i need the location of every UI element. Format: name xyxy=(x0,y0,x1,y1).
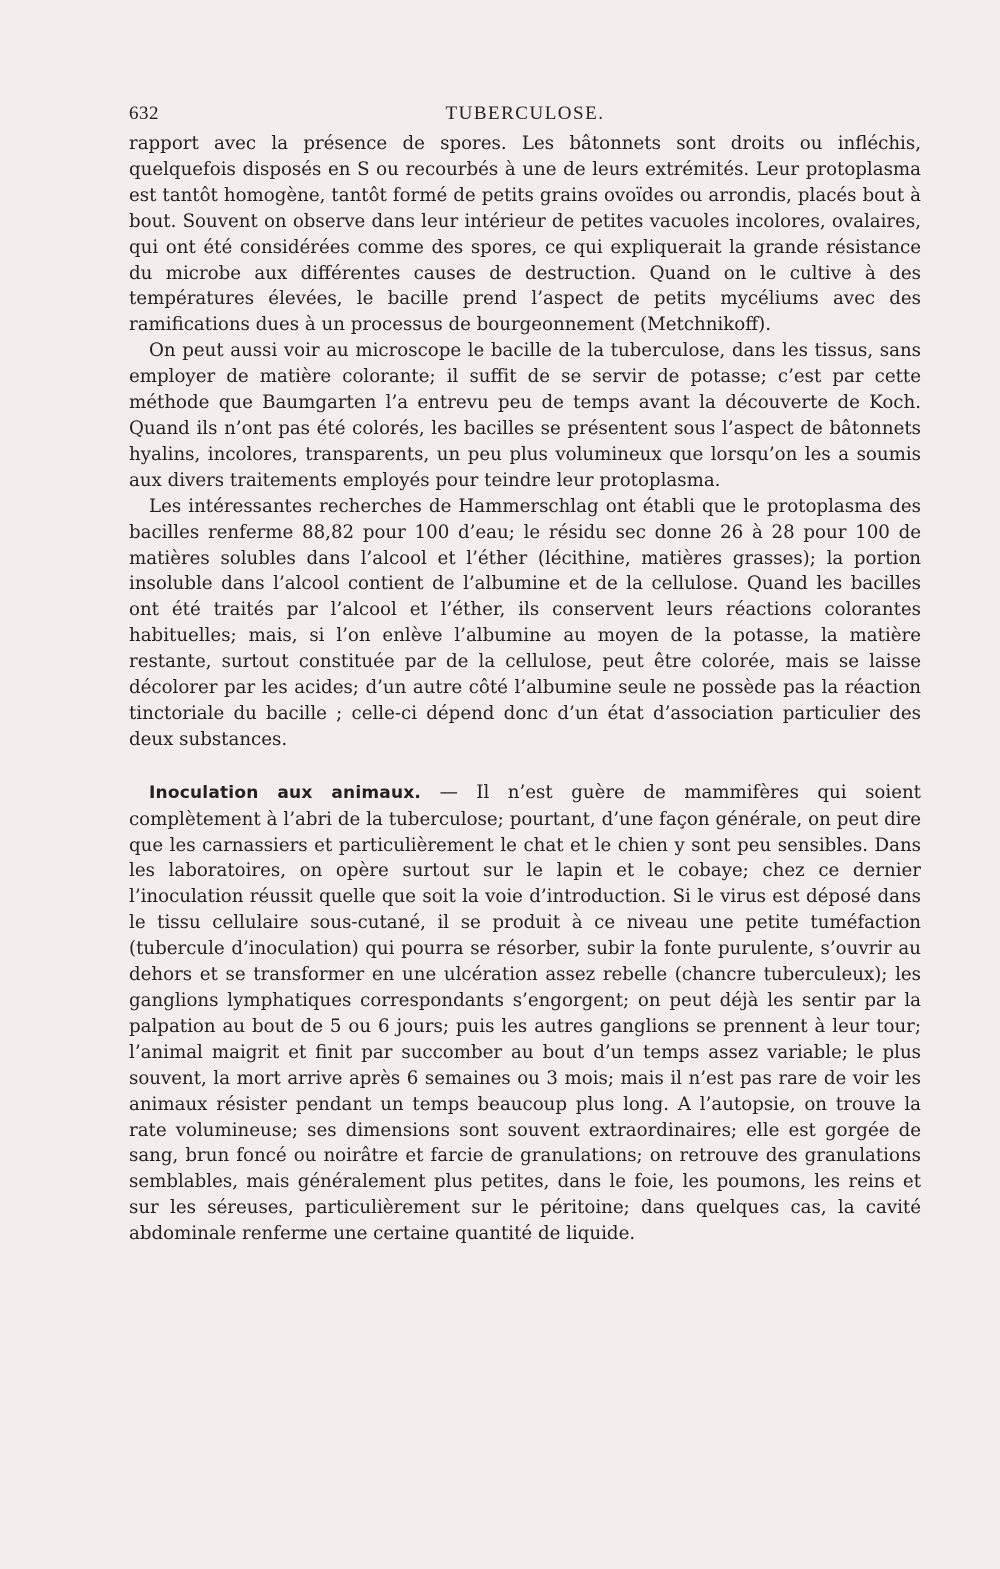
book-page xyxy=(129,103,921,1247)
section-heading: Inoculation aux animaux. xyxy=(149,782,422,803)
section-spacer xyxy=(129,753,921,780)
section-inoculation xyxy=(129,780,921,1247)
page-number: 632 xyxy=(129,103,159,124)
running-title: TUBERCULOSE. xyxy=(445,103,605,124)
paragraph-microscope: On peut aussi voir au microscope le bacille de la tuberculose, dans les tissus, sans employer de matière colorante; il suffit de se servir de potasse; c’est par cette méthode que Baumgarten l’a entrevu peu de temps avant la découverte de Koch. Quand ils n’ont pas été colorés, les bacilles se présentent sous l’aspect de bâtonnets hyalins, incolores, transparents, un peu plus volumineux que lorsqu’on les a soumis aux divers traitements employés pour teindre leur protoplasma. xyxy=(129,340,921,491)
paragraph-continued: rapport avec la présence de spores. Les bâtonnets sont droits ou infléchis, quelquefois disposés en S ou recourbés à une de leurs extrémités. Leur protoplasma est tantôt homogène, tantôt formé de petits grains ovoïdes ou arrondis, placés bout à bout. Souvent on observe dans leur intérieur de petites vacuoles incolores, ovalaires, qui ont été considérées comme des spores, ce qui expliquerait la grande résistance du microbe aux différentes causes de destruction. Quand on le cultive à des températures élevées, le bacille prend l’aspect de petits mycéliums avec des ramifications dues à un processus de bourgeonnement (Metchnikoff). xyxy=(129,133,921,336)
running-head xyxy=(129,103,921,131)
paragraph-hammerschlag: Les intéressantes recherches de Hammerschlag ont établi que le protoplasma des bacilles renferme 88,82 pour 100 d’eau; le résidu sec donne 26 à 28 pour 100 de matières solubles dans l’alcool et l’éther (lécithine, matières grasses); la portion insoluble dans l’alcool contient de l’albumine et de la cellulose. Quand les bacilles ont été traités par l’alcool et l’éther, ils conservent leurs réactions colorantes habituelles; mais, si l’on enlève l’albumine au moyen de la potasse, la matière restante, surtout constituée par de la cellulose, peut être colorée, mais se laisse décolorer par les acides; d’un autre côté l’albumine seule ne possède pas la réaction tinctoriale du bacille ; celle-ci dépend donc d’un état d’association particulier des deux substances. xyxy=(129,495,921,750)
section-text: — Il n’est guère de mammifères qui soient complètement à l’abri de la tuberculose; pourtant, d’une façon générale, on peut dire que les carnassiers et particulièrement le chat et le chien y sont peu sensibles. Dans les laboratoires, on opère surtout sur le lapin et le cobaye; chez ce dernier l’inoculation réussit quelle que soit la voie d’introduction. Si le virus est déposé dans le tissu cellulaire sous-cutané, il se produit à ce niveau une petite tuméfaction (tubercule d’inoculation) qui pourra se résorber, subir la fonte purulente, s’ouvrir au dehors et se transformer en une ulcération assez rebelle (chancre tuberculeux); les ganglions lymphatiques correspondants s’engorgent; on peut déjà les sentir par la palpation au bout de 5 ou 6 jours; puis les autres ganglions se prennent à leur tour; l’animal maigrit et finit par succomber au bout d’un temps assez variable; le plus souvent, la mort arrive après 6 semaines ou 3 mois; mais il n’est pas rare de voir les animaux résister pendant un temps beaucoup plus long. A l’autopsie, on trouve la rate volumineuse; ses dimensions sont souvent extraordinaires; elle est gorgée de sang, brun foncé ou noirâtre et farcie de granulations; on retrouve des granulations semblables, mais généralement plus petites, dans le foie, les poumons, les reins et sur les séreuses, particulièrement sur le péritoine; dans quelques cas, la cavité abdominale renferme une certaine quantité de liquide. xyxy=(129,781,921,1245)
